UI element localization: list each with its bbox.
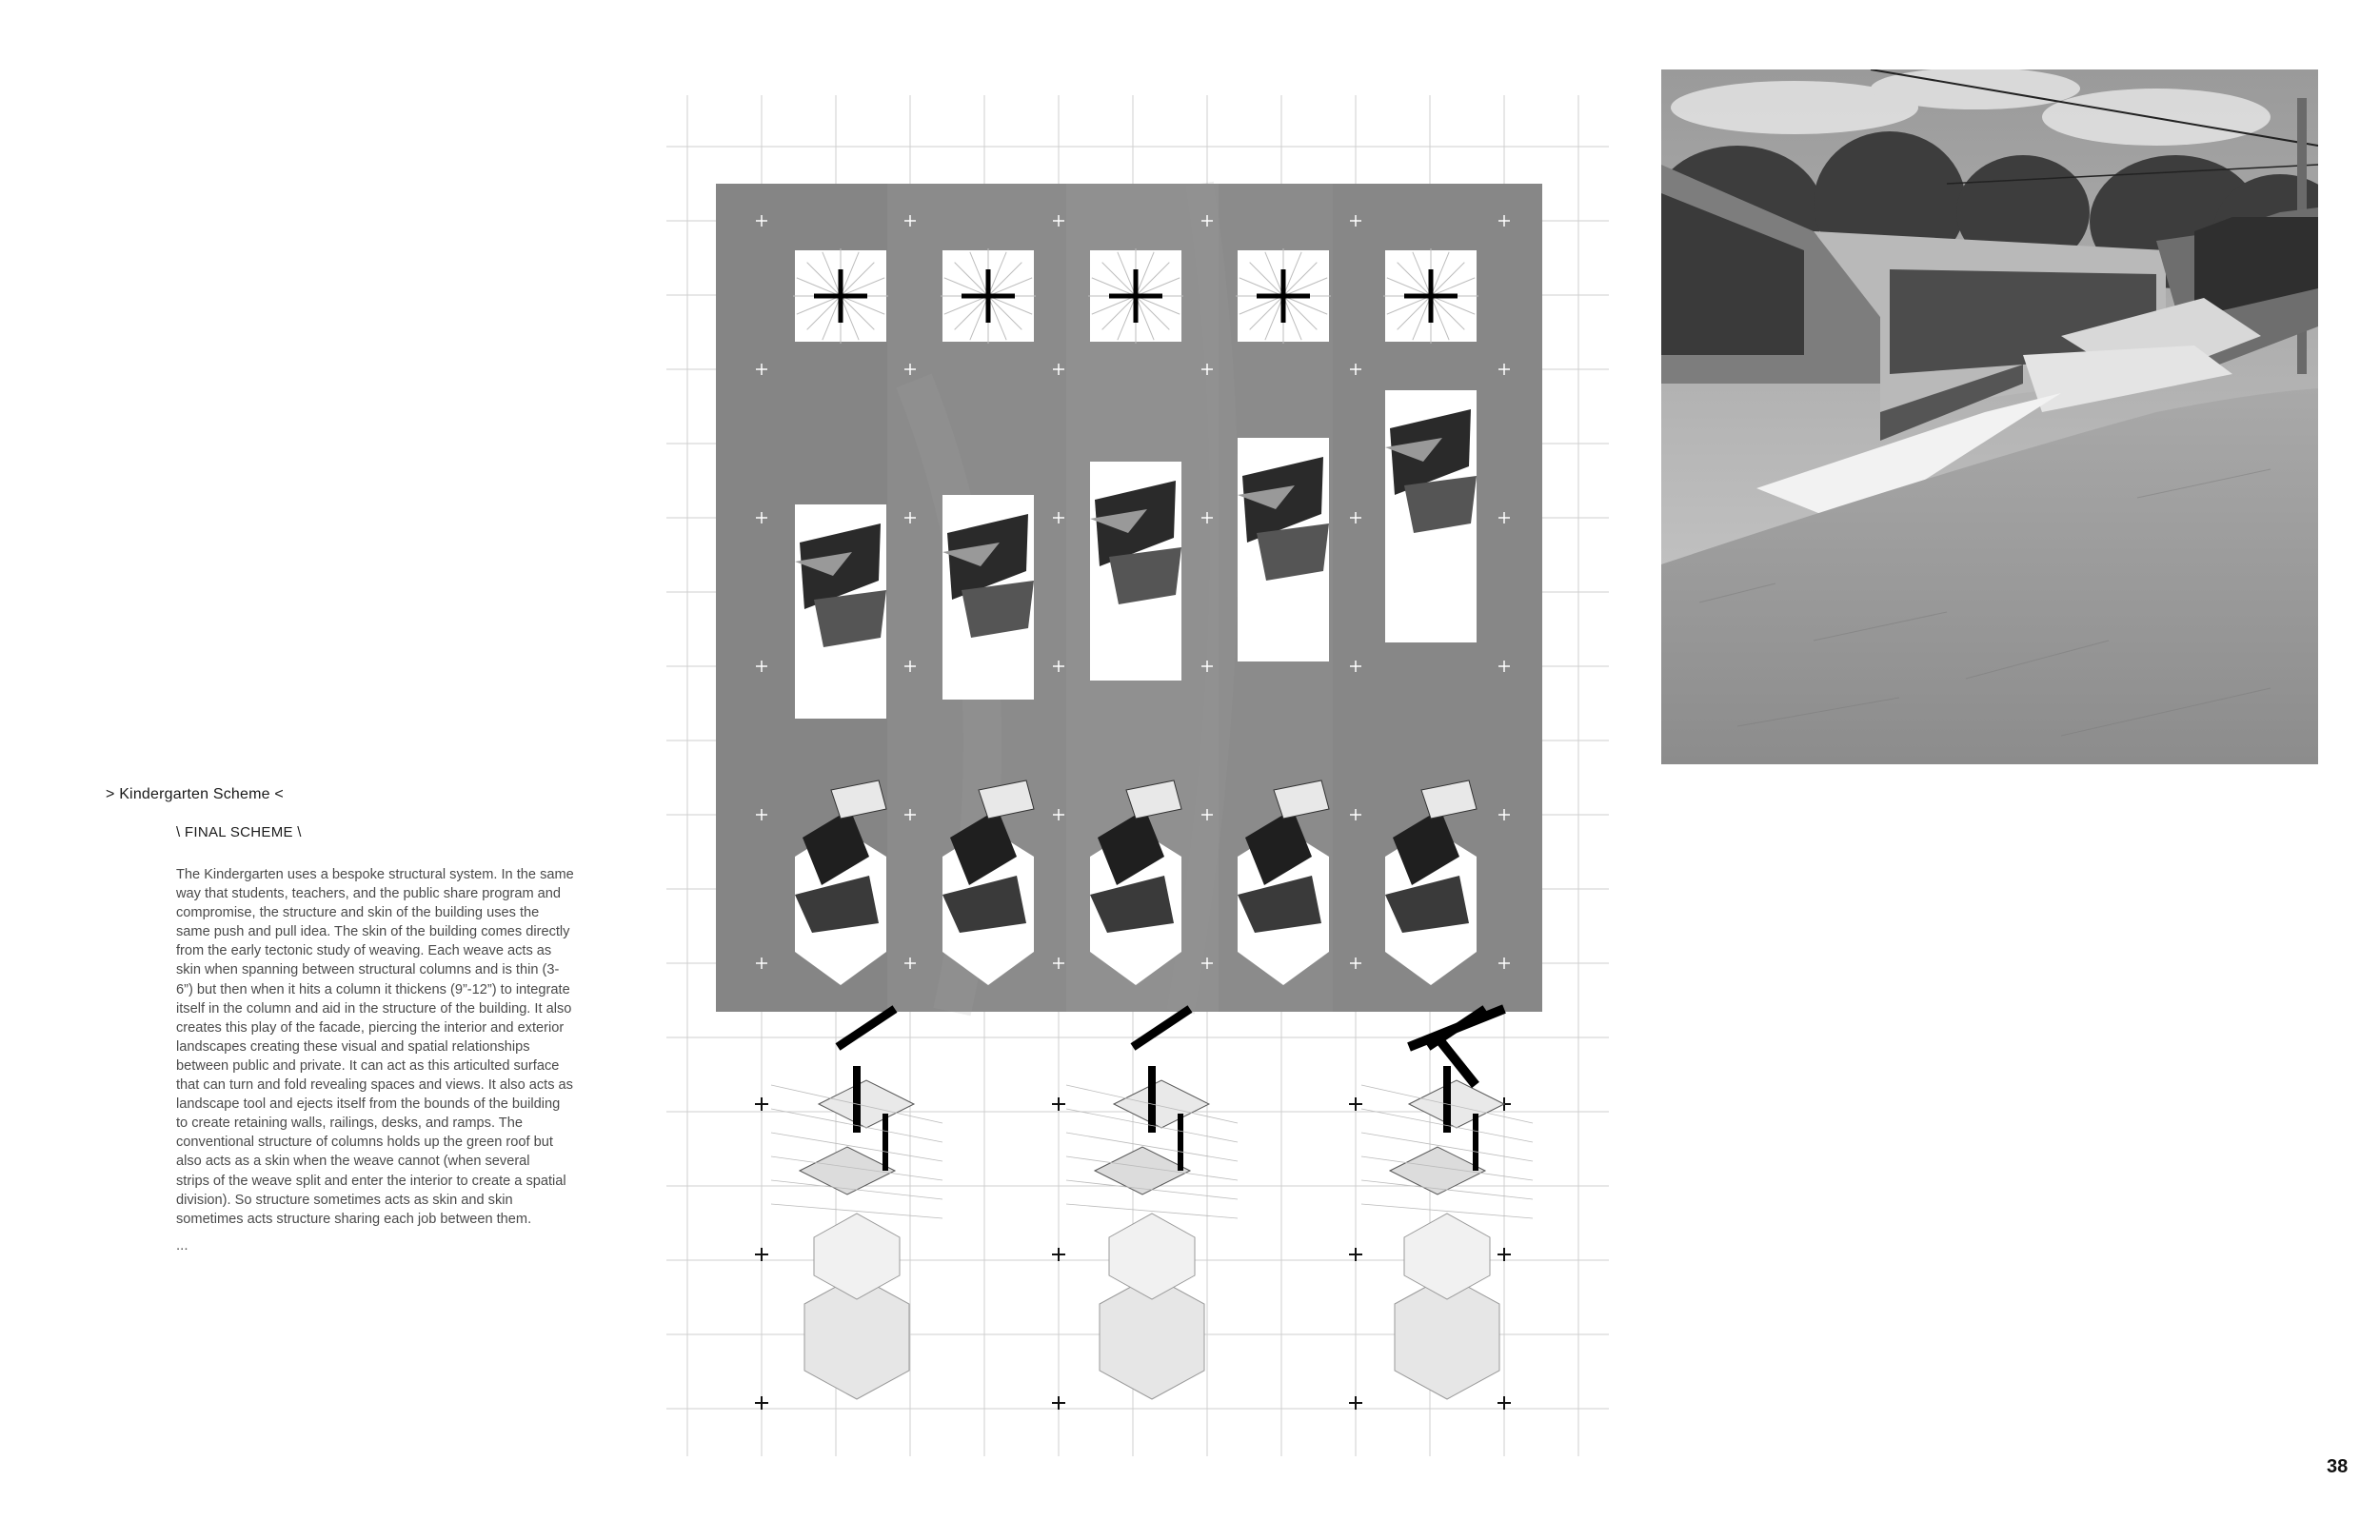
axon-slab: [1390, 1147, 1485, 1194]
body-text-line: The Kindergarten uses a bespoke structural system. In the same: [176, 867, 574, 882]
body-text-line: from the early tectonic study of weaving. Each weave acts as: [176, 943, 552, 959]
page-number: 38: [2327, 1456, 2349, 1477]
section-title: > Kindergarten Scheme <: [106, 786, 284, 802]
plus-icon: [1052, 1248, 1065, 1261]
exploded-axonometrics: [771, 1009, 1533, 1399]
body-text-line: to create retaining walls, railings, desks, and ramps. The: [176, 1116, 523, 1132]
body-text-line: way that students, teachers, and the public share program and: [176, 886, 562, 902]
body-text-line: 6”) but then when it hits a column it thickens (9”-12”) to integrate: [176, 981, 570, 997]
exploded-axonometric: [1066, 1009, 1238, 1399]
landscape-render-photo: [1661, 69, 2318, 764]
exploded-axonometric: [771, 1009, 942, 1399]
plus-icon: [1349, 1248, 1362, 1261]
body-text-line: division). So structure sometimes acts as skin and skin: [176, 1192, 513, 1208]
body-text-line: skin when spanning between structural columns and is thin (3-: [176, 962, 560, 978]
body-text-line: same push and pull idea. The skin of the building comes directly: [176, 924, 570, 940]
plus-icon: [1052, 1396, 1065, 1410]
axon-volume: [1404, 1214, 1490, 1299]
ellipsis: ...: [176, 1237, 188, 1254]
body-text: [176, 865, 609, 1229]
body-text-line: landscapes creating these visual and spatial relationships: [176, 1038, 530, 1055]
weave-member: [1409, 1009, 1504, 1047]
body-text-line: conventional structure of columns holds up the green roof but: [176, 1135, 553, 1151]
weave-member: [1133, 1009, 1190, 1047]
plus-icon: [1052, 1097, 1065, 1111]
axonometric-drawing-sheet: [666, 95, 1609, 1456]
axon-volume: [814, 1214, 900, 1299]
body-text-line: that can turn and fold revealing spaces and views. It also acts as: [176, 1077, 573, 1094]
body-text-line: landscape tool and ejects itself from the bounds of the building: [176, 1096, 561, 1113]
body-text-line: strips of the weave split and enter the interior to create a spatial: [176, 1173, 566, 1189]
axon-volume: [1109, 1214, 1195, 1299]
axon-slab: [800, 1147, 895, 1194]
plus-icon: [755, 1248, 768, 1261]
body-text-line: compromise, the structure and skin of the building uses the: [176, 905, 540, 921]
exploded-axonometric: [1361, 1009, 1533, 1399]
plus-icon: [1497, 1396, 1511, 1410]
plus-icon: [1349, 1396, 1362, 1410]
plus-icon: [1349, 1097, 1362, 1111]
weave-member: [838, 1009, 895, 1047]
plus-icon: [755, 1396, 768, 1410]
axon-slab: [1095, 1147, 1190, 1194]
body-text-line: sometimes acts structure sharing each job between them.: [176, 1211, 532, 1227]
plus-icon: [755, 1097, 768, 1111]
body-text-line: creates this play of the facade, piercing the interior and exterior: [176, 1019, 565, 1036]
sub-heading: \ FINAL SCHEME \: [176, 824, 302, 840]
plus-icon: [1497, 1248, 1511, 1261]
body-text-line: between public and private. It can act as this articulted surface: [176, 1057, 560, 1074]
body-text-line: also acts as a skin when the weave cannot (when several: [176, 1154, 530, 1170]
body-text-line: itself in the column and aid in the structure of the building. It also: [176, 1000, 572, 1017]
